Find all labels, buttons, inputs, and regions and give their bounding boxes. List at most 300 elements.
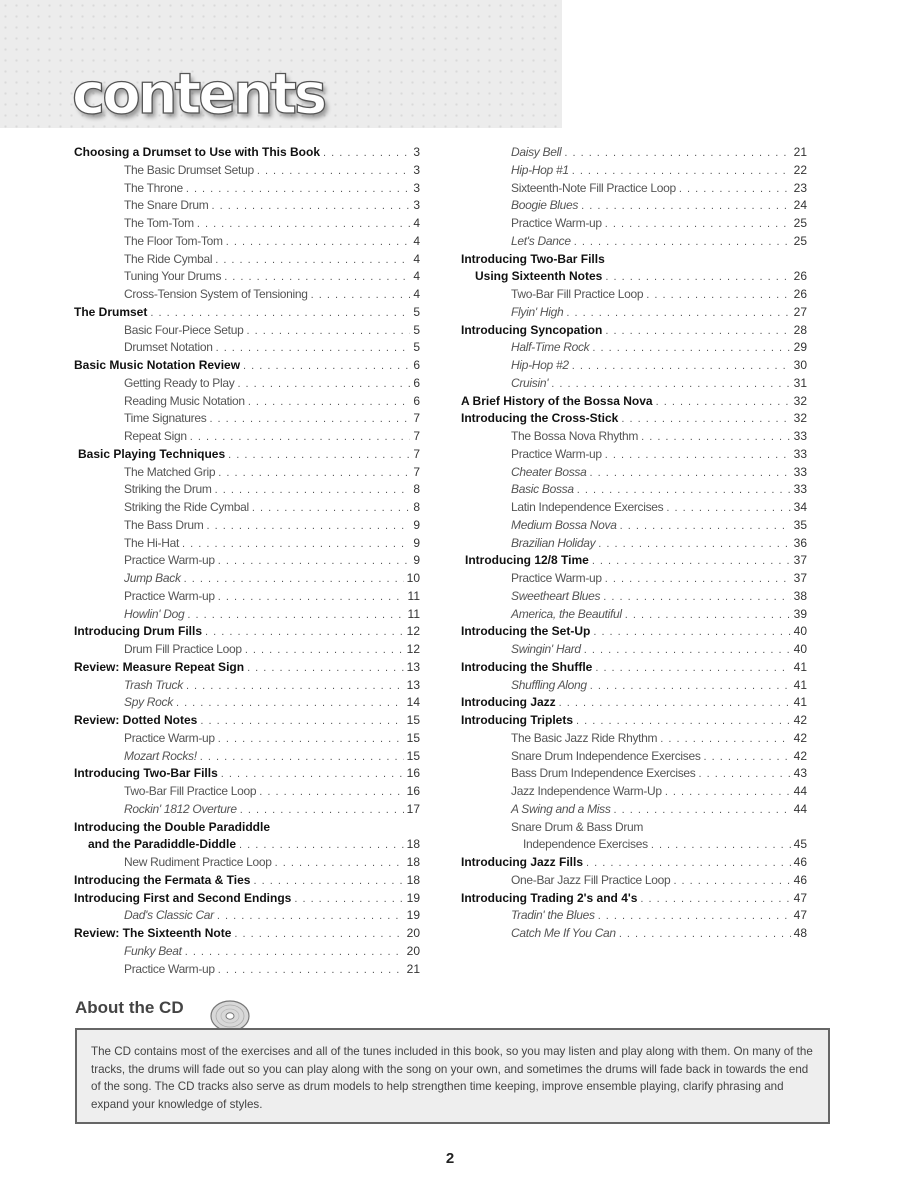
toc-subentry xyxy=(74,553,420,571)
toc-entry-title: Introducing Two-Bar Fills xyxy=(74,766,218,781)
toc-entry-title: Introducing First and Second Endings xyxy=(74,890,292,905)
toc-subentry xyxy=(461,305,807,323)
toc-page-number: 4 xyxy=(413,216,420,230)
toc-entry-title: Trash Truck xyxy=(124,677,183,692)
about-cd-heading: About the CD xyxy=(75,998,184,1017)
toc-subentry xyxy=(74,269,420,287)
toc-left-column xyxy=(74,145,420,979)
toc-entry-title: New Rudiment Practice Loop xyxy=(124,855,272,869)
about-cd-box xyxy=(75,1028,830,1124)
toc-entry-title: The Bossa Nova Rhythm xyxy=(511,429,639,443)
toc-page-number: 32 xyxy=(793,411,807,426)
toc-entry-title: Practice Warm-up xyxy=(124,730,215,745)
toc-entry-title: Jump Back xyxy=(124,571,181,585)
dot-leader xyxy=(237,378,410,390)
toc-page-number: 13 xyxy=(406,659,420,674)
dot-leader xyxy=(559,697,791,709)
toc-entry-title: Howlin' Dog xyxy=(124,606,185,621)
dot-leader xyxy=(566,307,790,319)
dot-leader xyxy=(218,467,410,479)
toc-page-number: 26 xyxy=(793,269,807,284)
toc-page-number: 28 xyxy=(793,322,807,337)
dot-leader xyxy=(218,555,411,567)
toc-page-number: 34 xyxy=(793,500,807,514)
toc-page-number: 39 xyxy=(793,606,807,621)
toc-page-number: 3 xyxy=(413,198,420,213)
toc-page-number: 40 xyxy=(793,624,807,639)
toc-page-number: 8 xyxy=(413,500,420,514)
toc-subentry xyxy=(74,500,420,518)
toc-page-number: 9 xyxy=(413,553,420,568)
toc-subentry xyxy=(74,465,420,483)
toc-entry-title: Choosing a Drumset to Use with This Book xyxy=(74,145,321,159)
dot-leader xyxy=(253,875,403,887)
dot-leader xyxy=(673,875,790,887)
toc-entry-title: Introducing Syncopation xyxy=(461,322,603,337)
toc-subentry xyxy=(461,642,807,660)
dot-leader xyxy=(182,538,410,550)
toc-page-number: 20 xyxy=(406,943,420,958)
toc-chapter-entry xyxy=(461,269,807,287)
toc-page-number: 10 xyxy=(406,571,420,585)
toc-subentry xyxy=(74,181,420,199)
dot-leader xyxy=(614,804,791,816)
toc-subentry xyxy=(461,908,807,926)
toc-page-number: 12 xyxy=(406,642,420,656)
toc-entry-title: One-Bar Jazz Fill Practice Loop xyxy=(511,872,671,887)
dot-leader xyxy=(656,396,791,408)
dot-leader xyxy=(294,893,403,905)
toc-page-number: 44 xyxy=(793,801,807,816)
toc-page-number: 19 xyxy=(406,908,420,923)
toc-page-number: 27 xyxy=(793,304,807,319)
dot-leader xyxy=(572,360,791,372)
dot-leader xyxy=(200,715,403,727)
toc-entry-title: Striking the Ride Cymbal xyxy=(124,500,249,514)
dot-leader xyxy=(221,768,404,780)
toc-subentry xyxy=(461,731,807,749)
dot-leader xyxy=(605,573,791,585)
toc-page-number: 44 xyxy=(793,784,807,798)
toc-subentry xyxy=(461,234,807,252)
toc-subentry xyxy=(461,820,807,838)
dot-leader xyxy=(595,662,790,674)
dot-leader xyxy=(311,289,411,301)
dot-leader xyxy=(197,218,410,230)
toc-subentry xyxy=(74,376,420,394)
dot-leader xyxy=(605,218,791,230)
toc-page-number: 46 xyxy=(793,872,807,887)
toc-page-number: 30 xyxy=(793,358,807,372)
page-number: 2 xyxy=(445,1150,455,1167)
toc-subentry xyxy=(461,287,807,305)
toc-page-number: 5 xyxy=(413,304,420,319)
toc-subentry xyxy=(74,252,420,270)
dot-leader xyxy=(605,271,790,283)
toc-entry-title: Independence Exercises xyxy=(523,837,648,852)
toc-subentry xyxy=(461,518,807,536)
dot-leader xyxy=(218,733,404,745)
toc-chapter-entry xyxy=(461,624,807,642)
dot-leader xyxy=(589,467,790,479)
toc-entry-title: Basic Four-Piece Setup xyxy=(124,322,244,337)
dot-leader xyxy=(665,786,791,798)
toc-subentry xyxy=(461,607,807,625)
dot-leader xyxy=(206,520,410,532)
toc-entry-title: Snare Drum & Bass Drum xyxy=(511,819,644,834)
toc-page-number: 36 xyxy=(793,535,807,550)
dot-leader xyxy=(590,680,791,692)
toc-entry-title: The Bass Drum xyxy=(124,517,204,532)
dot-leader xyxy=(699,768,791,780)
toc-right-column xyxy=(461,145,807,944)
toc-page-number: 3 xyxy=(413,145,420,159)
dot-leader xyxy=(564,147,790,159)
toc-page-number: 22 xyxy=(793,162,807,177)
dot-leader xyxy=(239,839,404,851)
toc-page-number: 41 xyxy=(793,659,807,674)
toc-page-number: 38 xyxy=(793,588,807,603)
toc-page-number: 26 xyxy=(793,287,807,301)
toc-entry-title: The Ride Cymbal xyxy=(124,251,213,266)
toc-entry-title: Flyin' High xyxy=(511,304,564,319)
dot-leader xyxy=(598,538,790,550)
toc-subentry xyxy=(74,695,420,713)
toc-subentry xyxy=(461,429,807,447)
toc-entry-title: Sixteenth-Note Fill Practice Loop xyxy=(511,180,676,195)
toc-entry-title: Striking the Drum xyxy=(124,482,212,497)
toc-entry-title: The Basic Jazz Ride Rhythm xyxy=(511,730,658,745)
toc-entry-title: Practice Warm-up xyxy=(511,216,602,230)
toc-subentry xyxy=(74,482,420,500)
toc-entry-title: Cheater Bossa xyxy=(511,464,587,479)
dot-leader xyxy=(551,378,790,390)
toc-subentry xyxy=(461,802,807,820)
toc-entry-title: The Snare Drum xyxy=(124,198,209,213)
dot-leader xyxy=(218,964,404,976)
toc-entry-title: Snare Drum Independence Exercises xyxy=(511,748,701,763)
toc-page-number: 7 xyxy=(413,429,420,443)
toc-subentry xyxy=(461,926,807,944)
toc-subentry xyxy=(74,287,420,305)
dot-leader xyxy=(572,165,791,177)
toc-entry-title: Cross-Tension System of Tensioning xyxy=(124,287,308,301)
toc-page-number: 41 xyxy=(793,695,807,710)
toc-page-number: 4 xyxy=(413,287,420,301)
dot-leader xyxy=(215,254,410,266)
toc-page-number: 41 xyxy=(793,677,807,692)
toc-subentry xyxy=(461,340,807,358)
toc-subentry xyxy=(461,837,807,855)
toc-subentry xyxy=(74,642,420,660)
toc-chapter-entry xyxy=(74,447,420,465)
dot-leader xyxy=(574,236,791,248)
dot-leader xyxy=(243,360,410,372)
dot-leader xyxy=(275,857,404,869)
toc-page-number: 47 xyxy=(793,890,807,905)
toc-page-number: 37 xyxy=(793,571,807,585)
toc-subentry xyxy=(74,944,420,962)
toc-page-number: 4 xyxy=(413,251,420,266)
toc-entry-title: The Hi-Hat xyxy=(124,535,180,550)
toc-entry-title: The Basic Drumset Setup xyxy=(124,162,254,177)
toc-entry-title: Daisy Bell xyxy=(511,145,562,159)
toc-entry-title: Hip-Hop #1 xyxy=(511,162,569,177)
toc-page-number: 7 xyxy=(413,411,420,426)
toc-entry-title: Basic Playing Techniques xyxy=(78,446,226,461)
toc-page-number: 4 xyxy=(413,269,420,284)
toc-page-number: 6 xyxy=(413,358,420,372)
toc-subentry xyxy=(74,749,420,767)
toc-entry-title: Half-Time Rock xyxy=(511,340,590,355)
toc-entry-title: Introducing Two-Bar Fills xyxy=(461,251,605,266)
toc-subentry xyxy=(74,323,420,341)
page-title: contents xyxy=(72,62,325,127)
dot-leader xyxy=(257,165,410,177)
toc-page-number: 8 xyxy=(413,482,420,497)
toc-chapter-entry xyxy=(461,394,807,412)
toc-subentry xyxy=(461,873,807,891)
toc-chapter-entry xyxy=(74,660,420,678)
toc-page-number: 17 xyxy=(406,801,420,816)
dot-leader xyxy=(205,626,404,638)
toc-entry-title: The Matched Grip xyxy=(124,464,216,479)
dot-leader xyxy=(248,396,411,408)
toc-chapter-entry xyxy=(461,411,807,429)
toc-page-number: 40 xyxy=(793,642,807,656)
toc-page-number: 45 xyxy=(793,837,807,852)
toc-page-number: 42 xyxy=(793,730,807,745)
toc-page-number: 3 xyxy=(413,162,420,177)
toc-subentry xyxy=(461,571,807,589)
toc-entry-title: Practice Warm-up xyxy=(124,961,215,976)
toc-subentry xyxy=(74,678,420,696)
toc-chapter-entry xyxy=(461,855,807,873)
toc-page-number: 24 xyxy=(793,198,807,213)
dot-leader xyxy=(620,520,791,532)
toc-entry-title: Basic Bossa xyxy=(511,482,574,497)
toc-entry-title: Mozart Rocks! xyxy=(124,748,197,763)
toc-page-number: 15 xyxy=(406,730,420,745)
dot-leader xyxy=(252,502,410,514)
dot-leader xyxy=(651,839,791,851)
toc-chapter-entry xyxy=(461,553,807,571)
dot-leader xyxy=(640,893,790,905)
dot-leader xyxy=(621,413,790,425)
toc-entry-title: Sweetheart Blues xyxy=(511,588,601,603)
dot-leader xyxy=(200,751,404,763)
toc-entry-title: Practice Warm-up xyxy=(124,553,215,568)
toc-subentry xyxy=(74,411,420,429)
toc-entry-title: Introducing Drum Fills xyxy=(74,624,202,639)
dot-leader xyxy=(218,591,405,603)
toc-page-number: 46 xyxy=(793,855,807,869)
toc-page-number: 3 xyxy=(413,180,420,195)
toc-page-number: 9 xyxy=(413,535,420,550)
toc-page-number: 31 xyxy=(793,375,807,390)
toc-chapter-entry xyxy=(74,766,420,784)
toc-page-number: 33 xyxy=(793,429,807,443)
toc-page-number: 19 xyxy=(406,890,420,905)
toc-entry-title: Dad's Classic Car xyxy=(124,908,214,923)
dot-leader xyxy=(603,591,790,603)
dot-leader xyxy=(598,910,791,922)
dot-leader xyxy=(246,325,410,337)
toc-entry-title: Basic Music Notation Review xyxy=(74,358,241,372)
dot-leader xyxy=(666,502,790,514)
dot-leader xyxy=(185,946,404,958)
toc-page-number: 21 xyxy=(406,961,420,976)
toc-subentry xyxy=(74,216,420,234)
toc-entry-title: Review: Dotted Notes xyxy=(74,713,198,727)
dot-leader xyxy=(660,733,790,745)
toc-entry-title: Bass Drum Independence Exercises xyxy=(511,766,696,781)
toc-chapter-entry xyxy=(74,145,420,163)
toc-subentry xyxy=(461,163,807,181)
toc-subentry xyxy=(74,234,420,252)
toc-subentry xyxy=(74,589,420,607)
toc-entry-title: The Floor Tom-Tom xyxy=(124,233,223,248)
toc-chapter-entry xyxy=(461,252,807,270)
toc-entry-title: Latin Independence Exercises xyxy=(511,500,664,514)
dot-leader xyxy=(323,147,410,159)
toc-entry-title: Introducing the Cross-Stick xyxy=(461,411,619,426)
dot-leader xyxy=(150,307,410,319)
toc-subentry xyxy=(74,571,420,589)
dot-leader xyxy=(216,342,411,354)
toc-entry-title: Catch Me If You Can xyxy=(511,926,616,940)
dot-leader xyxy=(212,200,411,212)
toc-subentry xyxy=(74,340,420,358)
about-cd-text: The CD contains most of the exercises and all of the tunes included in this book, so you may listen and play along with them. On many of the tracks, the drums will fade out so you can play along with the song on your own, and sometimes the drums will fade back in towards the end of the song. The CD tracks also serve as drum models to help strengthen time keeping, improve ensemble playing, clarify phrasing and expand your knowledge of styles. xyxy=(91,1045,813,1111)
dot-leader xyxy=(226,236,411,248)
toc-entry-title: Funky Beat xyxy=(124,943,182,958)
dot-leader xyxy=(209,413,410,425)
toc-entry-title: Introducing Trading 2's and 4's xyxy=(461,890,638,905)
toc-page-number: 47 xyxy=(793,908,807,923)
toc-subentry xyxy=(74,536,420,554)
toc-entry-title: Spy Rock xyxy=(124,695,173,710)
toc-entry-title: Introducing Triplets xyxy=(461,713,574,727)
toc-chapter-entry xyxy=(74,305,420,323)
toc-entry-title: Review: The Sixteenth Note xyxy=(74,926,232,940)
dot-leader xyxy=(641,431,791,443)
toc-entry-title: Tuning Your Drums xyxy=(124,269,222,284)
toc-chapter-entry xyxy=(74,926,420,944)
toc-entry-title: Repeat Sign xyxy=(124,429,187,443)
toc-entry-title: Cruisin' xyxy=(511,375,549,390)
dot-leader xyxy=(581,200,791,212)
toc-subentry xyxy=(74,394,420,412)
toc-chapter-entry xyxy=(74,820,420,838)
toc-page-number: 48 xyxy=(793,926,807,940)
toc-subentry xyxy=(461,145,807,163)
toc-entry-title: America, the Beautiful xyxy=(511,606,622,621)
toc-chapter-entry xyxy=(461,713,807,731)
dot-leader xyxy=(625,609,791,621)
toc-entry-title: Introducing Jazz xyxy=(461,695,556,710)
toc-chapter-entry xyxy=(74,891,420,909)
toc-entry-title: Rockin' 1812 Overture xyxy=(124,801,237,816)
toc-page-number: 15 xyxy=(406,748,420,763)
dot-leader xyxy=(190,431,411,443)
dot-leader xyxy=(247,662,404,674)
toc-entry-title: Swingin' Hard xyxy=(511,642,581,656)
toc-page-number: 25 xyxy=(793,233,807,248)
toc-subentry xyxy=(74,802,420,820)
dot-leader xyxy=(592,555,791,567)
toc-chapter-entry xyxy=(461,660,807,678)
toc-subentry xyxy=(74,429,420,447)
toc-page-number: 7 xyxy=(413,464,420,479)
toc-entry-title: Practice Warm-up xyxy=(124,588,215,603)
dot-leader xyxy=(577,484,791,496)
toc-entry-title: The Tom-Tom xyxy=(124,216,194,230)
toc-entry-title: Review: Measure Repeat Sign xyxy=(74,659,245,674)
dot-leader xyxy=(619,928,791,940)
toc-subentry xyxy=(461,358,807,376)
toc-subentry xyxy=(461,376,807,394)
toc-subentry xyxy=(74,855,420,873)
toc-page-number: 16 xyxy=(406,784,420,798)
toc-entry-title: A Swing and a Miss xyxy=(511,801,611,816)
toc-subentry xyxy=(461,536,807,554)
toc-page-number: 6 xyxy=(413,393,420,408)
toc-entry-title: Practice Warm-up xyxy=(511,571,602,585)
toc-entry-title: Introducing the Fermata & Ties xyxy=(74,872,251,887)
toc-chapter-entry xyxy=(461,891,807,909)
toc-page-number: 43 xyxy=(793,766,807,781)
toc-entry-title: Introducing the Double Paradiddle xyxy=(74,819,271,834)
toc-entry-title: and the Paradiddle-Diddle xyxy=(88,837,237,852)
toc-page-number: 18 xyxy=(406,872,420,887)
dot-leader xyxy=(584,644,791,656)
toc-page-number: 18 xyxy=(406,837,420,852)
toc-entry-title: Jazz Independence Warm-Up xyxy=(511,784,662,798)
toc-subentry xyxy=(74,908,420,926)
dot-leader xyxy=(245,644,404,656)
toc-subentry xyxy=(461,678,807,696)
toc-page-number: 37 xyxy=(793,553,807,568)
toc-entry-title: Introducing the Shuffle xyxy=(461,659,593,674)
dot-leader xyxy=(593,626,790,638)
toc-subentry xyxy=(461,749,807,767)
toc-page-number: 6 xyxy=(413,375,420,390)
toc-page-number: 33 xyxy=(793,464,807,479)
toc-page-number: 33 xyxy=(793,482,807,497)
toc-entry-title: Tradin' the Blues xyxy=(511,908,595,923)
toc-subentry xyxy=(74,518,420,536)
toc-chapter-entry xyxy=(74,358,420,376)
toc-page-number: 20 xyxy=(406,926,420,940)
dot-leader xyxy=(228,449,410,461)
toc-page-number: 13 xyxy=(406,677,420,692)
toc-page-number: 11 xyxy=(407,606,420,621)
toc-entry-title: Practice Warm-up xyxy=(511,446,602,461)
toc-subentry xyxy=(461,482,807,500)
toc-subentry xyxy=(461,500,807,518)
toc-entry-title: Medium Bossa Nova xyxy=(511,517,617,532)
dot-leader xyxy=(217,910,404,922)
toc-chapter-entry xyxy=(74,624,420,642)
dot-leader xyxy=(576,715,791,727)
toc-page-number: 32 xyxy=(793,393,807,408)
toc-entry-title: Boogie Blues xyxy=(511,198,579,213)
toc-entry-title: Reading Music Notation xyxy=(124,393,245,408)
toc-page-number: 42 xyxy=(793,748,807,763)
toc-entry-title: Let's Dance xyxy=(511,233,571,248)
toc-page-number: 5 xyxy=(413,340,420,355)
